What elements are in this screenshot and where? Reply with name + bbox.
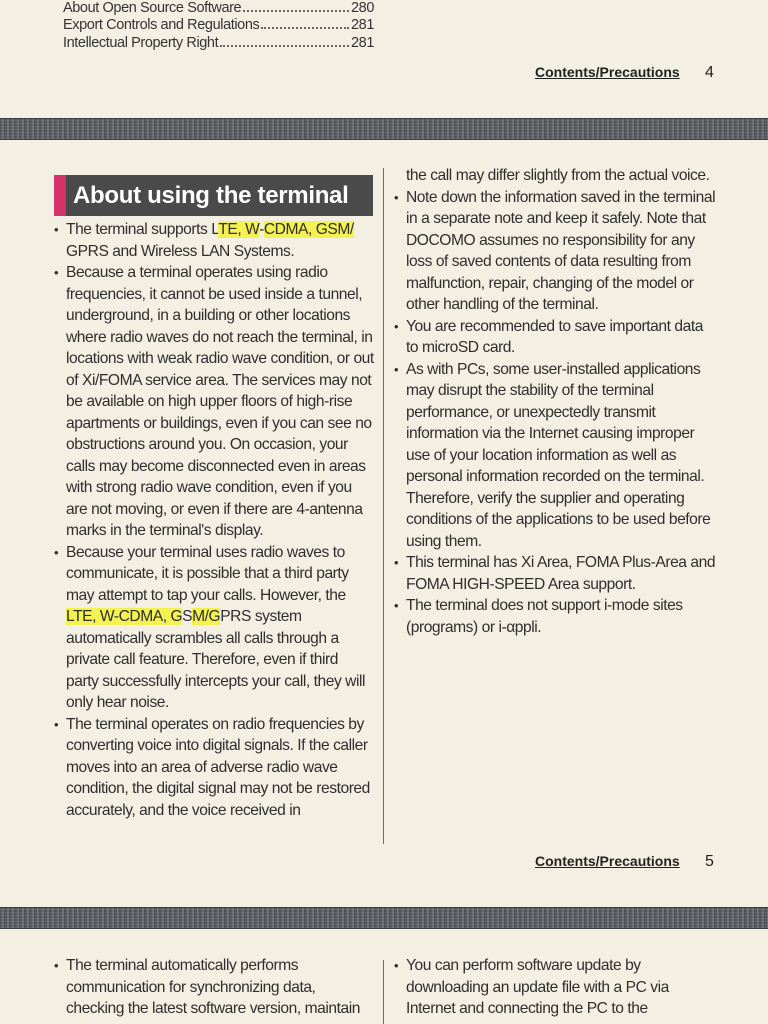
- text: PRS system automatically scrambles all calls through a private call feature. Therefore, even if third party successfully intercepts your call, they will only hear noise.: [66, 608, 366, 711]
- highlight: TE, W: [218, 221, 260, 238]
- page-separator: [0, 907, 768, 929]
- toc-entry[interactable]: [63, 17, 374, 35]
- toc-label: Intellectual Property Right: [63, 35, 219, 51]
- toc-page: 280: [351, 0, 374, 16]
- text: The terminal supports L: [66, 221, 219, 238]
- section-heading: [54, 175, 373, 216]
- toc-label: Export Controls and Regulations: [63, 17, 260, 33]
- page-footer-section-link[interactable]: [535, 853, 680, 869]
- right-column-next: [394, 955, 716, 1020]
- page-footer-section-link[interactable]: [535, 64, 680, 80]
- toc-leader: [261, 27, 349, 29]
- section-link[interactable]: Contents/Precautions: [535, 64, 680, 80]
- left-column-next: [54, 955, 374, 1020]
- left-column: [54, 219, 374, 821]
- list-item: • The terminal automatically performs communication for synchronizing data, checking the latest software version, maintain: [54, 955, 374, 1020]
- list-item: • You can perform software update by downloading an update file with a PC via Internet and connecting the PC to the: [394, 955, 716, 1020]
- list-item: • The terminal does not support i-mode sites (programs) or i-αppli.: [394, 595, 716, 638]
- toc-leader: [243, 10, 349, 12]
- list-item: • The terminal operates on radio frequencies by converting voice into digital signals. If the caller moves into an area of adverse radio wave condition, the digital signal may not be restored accurately, and the voice received in: [54, 714, 374, 822]
- toc-entry[interactable]: [63, 0, 374, 18]
- toc-entry[interactable]: [63, 35, 374, 53]
- continued-text: the call may differ slightly from the actual voice.: [406, 167, 710, 184]
- section-heading-text: About using the terminal: [73, 182, 349, 209]
- list-item: [54, 219, 374, 262]
- page-number: 5: [705, 853, 714, 870]
- toc-label: About Open Source Software: [63, 0, 242, 16]
- toc-page: 281: [351, 35, 374, 51]
- section-link[interactable]: Contents/Precautions: [535, 853, 680, 869]
- list-item: • Note down the information saved in the terminal in a separate note and keep it safely. Note that DOCOMO assumes no responsibility for any loss of saved contents of data resulting from malfunction, repair, changing of the model or other handling of the terminal.: [394, 187, 716, 316]
- text: S: [182, 608, 193, 625]
- column-divider: [383, 168, 384, 844]
- list-item: • You are recommended to save important data to microSD card.: [394, 316, 716, 359]
- text: Because your terminal uses radio waves to communicate, it is possible that a third party may attempt to tap your calls. However, the: [66, 543, 349, 604]
- highlight: M/: [337, 221, 354, 238]
- highlight: CDMA, GS: [263, 221, 338, 238]
- text: GPRS and Wireless LAN Systems.: [66, 242, 295, 260]
- list-item: • Because a terminal operates using radio frequencies, it cannot be used inside a tunnel, underground, in a building or other locations where radio waves do not reach the terminal, in locations with weak radio wave condition, or out of Xi/FOMA service area. The services may not be available on high upper floors of high-rise apartments or buildings, even if you can see no obstructions around you. On occasion, your calls may become disconnected even in areas with strong radio wave condition, even if you are not moving, or even if there are 4-antenna marks in the terminal's display.: [54, 262, 374, 542]
- list-item: • As with PCs, some user-installed applications may disrupt the stability of the terminal performance, or unexpectedly transmit information via the Internet causing improper use of your location information as well as personal information recorded on the terminal. Therefore, verify the supplier and operating conditions of the applications to be used before using them.: [394, 359, 716, 553]
- list-item: • This terminal has Xi Area, FOMA Plus-Area and FOMA HIGH-SPEED Area support.: [394, 552, 716, 595]
- text: -: [259, 221, 264, 238]
- highlight: M/G: [192, 608, 221, 625]
- column-divider: [383, 960, 384, 1024]
- page-number: 4: [705, 64, 714, 81]
- highlight: LTE, W-CDMA, G: [66, 608, 183, 625]
- toc-leader: [220, 45, 349, 47]
- page-separator: [0, 118, 768, 140]
- list-item: [54, 542, 374, 714]
- toc-page: 281: [351, 17, 374, 33]
- right-column: [394, 165, 716, 638]
